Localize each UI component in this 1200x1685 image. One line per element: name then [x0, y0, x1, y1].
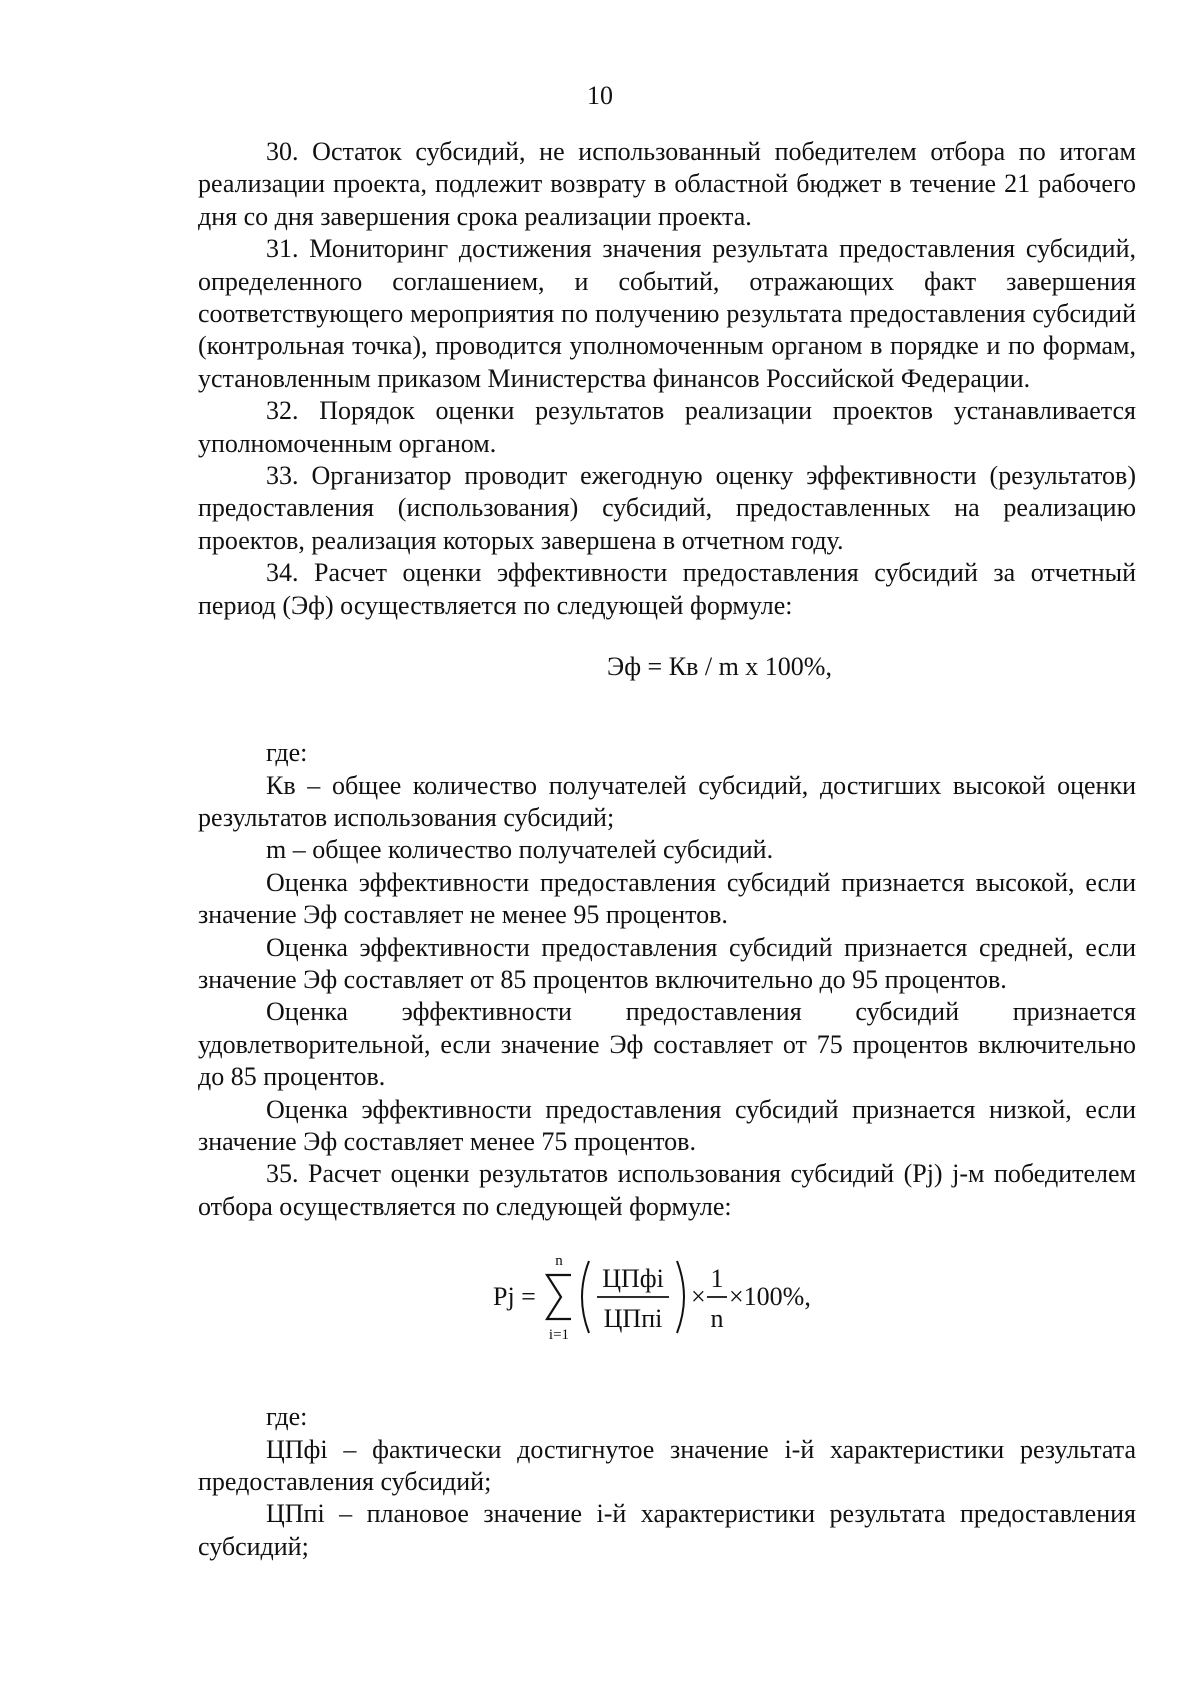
- sum-icon: [547, 1275, 571, 1319]
- formula-pj-sum-upper: n: [555, 1253, 563, 1270]
- formula-pj-block: [198, 1241, 1136, 1367]
- spacer: [198, 683, 1136, 737]
- where-label-2: где:: [266, 1402, 308, 1432]
- formula-pj-n: n: [710, 1304, 724, 1334]
- formula-pj-sum-lower: i=1: [548, 1327, 570, 1344]
- paragraph-32: 32. Порядок оценки результатов реализации проектов устанавливается уполномоченным органом.: [198, 396, 1136, 458]
- formula-efficiency: Эф = Кв / m x 100%,: [607, 652, 832, 682]
- definition-m: m – общее количество получателей субсидий.: [266, 835, 774, 865]
- paragraph-35: 35. Расчет оценки результатов использования субсидий (Pj) j-м победителем отбора осуществляется по следующей формуле:: [198, 1159, 1136, 1221]
- formula-pj-times: ×: [691, 1282, 706, 1312]
- definition-kv: Кв – общее количество получателей субсидий, достигших высокой оценки результатов использования субсидий;: [198, 770, 1136, 832]
- spacer: [198, 1367, 1136, 1401]
- assessment-low: Оценка эффективности предоставления субсидий признается низкой, если значение Эф составляет менее 75 процентов.: [198, 1094, 1136, 1156]
- document-body: [198, 136, 1136, 1563]
- assessment-high: Оценка эффективности предоставления субсидий признается высокой, если значение Эф составляет не менее 95 процентов.: [198, 867, 1136, 930]
- formula-pj-tail: ×100%,: [729, 1282, 811, 1312]
- assessment-medium: Оценка эффективности предоставления субсидий признается средней, если значение Эф составляет от 85 процентов включительно до 95 процентов.: [198, 932, 1136, 994]
- paragraph-30: 30. Остаток субсидий, не использованный победителем отбора по итогам реализации проекта, подлежит возврату в областной бюджет в течение 21 рабочего дня со дня завершения срока реализации проекта.: [198, 137, 1136, 231]
- assessment-satisfactory: Оценка эффективности предоставления субсидий признается удовлетворительной, если значение Эф составляет от 75 процентов включительно до 85 процентов.: [198, 997, 1136, 1092]
- where-label-1: где:: [266, 738, 308, 768]
- definition-cppf: ЦПфi – фактически достигнутое значение i-й характеристики результата предоставления субсидий;: [198, 1434, 1136, 1496]
- paragraph-34: 34. Расчет оценки эффективности предоставления субсидий за отчетный период (Эф) осуществляется по следующей формуле:: [198, 558, 1136, 620]
- formula-pj-one: 1: [710, 1264, 724, 1294]
- formula-pj-numerator: ЦПфi: [602, 1264, 664, 1294]
- formula-pj: [493, 1247, 853, 1357]
- formula-pj-denominator: ЦПпi: [603, 1304, 663, 1334]
- right-paren-icon: [677, 1261, 684, 1333]
- paragraph-31: 31. Мониторинг достижения значения результата предоставления субсидий, определенного соглашением, и событий, отражающих факт завершения соответствующего мероприятия по получению результата предоставления субсидий (контрольная точка), проводится уполномоченным органом в порядке и по формам, установленным приказом Министерства финансов Российской Федерации.: [198, 234, 1136, 393]
- left-paren-icon: [582, 1261, 589, 1333]
- formula-pj-lhs: Pj =: [493, 1282, 536, 1312]
- page-number: 10: [587, 81, 613, 110]
- paragraph-33: 33. Организатор проводит ежегодную оценку эффективности (результатов) предоставления (использования) субсидий, предоставленных на реализацию проектов, реализация которых завершена в отчетном году.: [198, 461, 1136, 555]
- definition-cppp: ЦПпi – плановое значение i-й характеристики результата предоставления субсидий;: [198, 1499, 1136, 1561]
